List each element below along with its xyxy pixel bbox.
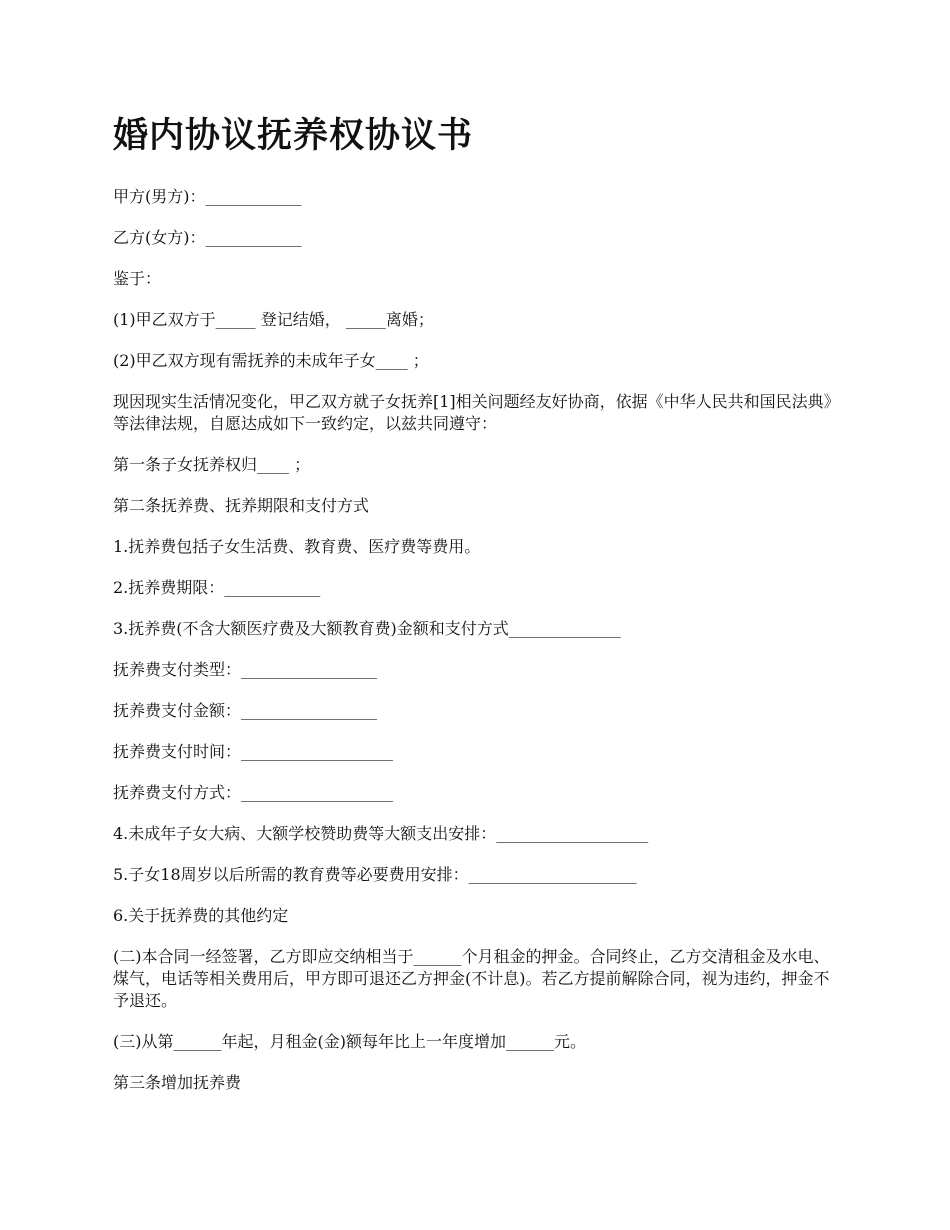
whereas-item-1: (1)甲乙双方于_____ 登记结婚， _____离婚；	[113, 310, 434, 329]
article-3-heading: 第三条增加抚养费	[113, 1073, 242, 1092]
article-2-clause-5: 5.子女18周岁以后所需的教育费等必要费用安排：_____________________	[113, 865, 637, 884]
article-2-clause-1: 1.抚养费包括子女生活费、教育费、医疗费等费用。	[113, 537, 481, 556]
article-2-clause-4: 4.未成年子女大病、大额学校赞助费等大额支出安排：___________________	[113, 824, 649, 843]
payment-amount-line: 抚养费支付金额：_________________	[113, 701, 378, 720]
article-2-clause-3: 3.抚养费(不含大额医疗费及大额教育费)金额和支付方式______________	[113, 619, 621, 638]
rent-increase-paragraph: (三)从第______年起，月租金(金)额每年比上一年度增加______元。	[113, 1032, 586, 1051]
article-2-clause-2: 2.抚养费期限：____________	[113, 578, 321, 597]
party-b-line: 乙方(女方)：____________	[113, 228, 302, 247]
payment-time-line: 抚养费支付时间：___________________	[113, 742, 394, 761]
document-title: 婚内协议抚养权协议书	[113, 116, 474, 156]
payment-type-line: 抚养费支付类型：_________________	[113, 660, 378, 679]
party-a-line: 甲方(男方)：____________	[113, 187, 302, 206]
article-2-clause-6: 6.关于抚养费的其他约定	[113, 906, 289, 925]
whereas-label: 鉴于：	[113, 269, 162, 288]
article-2-heading: 第二条抚养费、抚养期限和支付方式	[113, 496, 370, 515]
document-page	[113, 112, 833, 1113]
deposit-paragraph: (二)本合同一经签署，乙方即应交纳相当于______个月租金的押金。合同终止，乙方交清租金及水电、煤气，电话等相关费用后，甲方即可退还乙方押金(不计息)。若乙方提前解除合同，视为违约，押金不予退还。	[113, 947, 830, 1010]
article-1: 第一条子女抚养权归____ ；	[113, 455, 311, 474]
preamble-paragraph: 现因现实生活情况变化，甲乙双方就子女抚养[1]相关问题经友好协商，依据《中华人民共和国民法典》等法律法规，自愿达成如下一致约定，以兹共同遵守：	[113, 392, 832, 433]
whereas-item-2: (2)甲乙双方现有需抚养的未成年子女____ ；	[113, 351, 429, 370]
payment-method-line: 抚养费支付方式：___________________	[113, 783, 394, 802]
